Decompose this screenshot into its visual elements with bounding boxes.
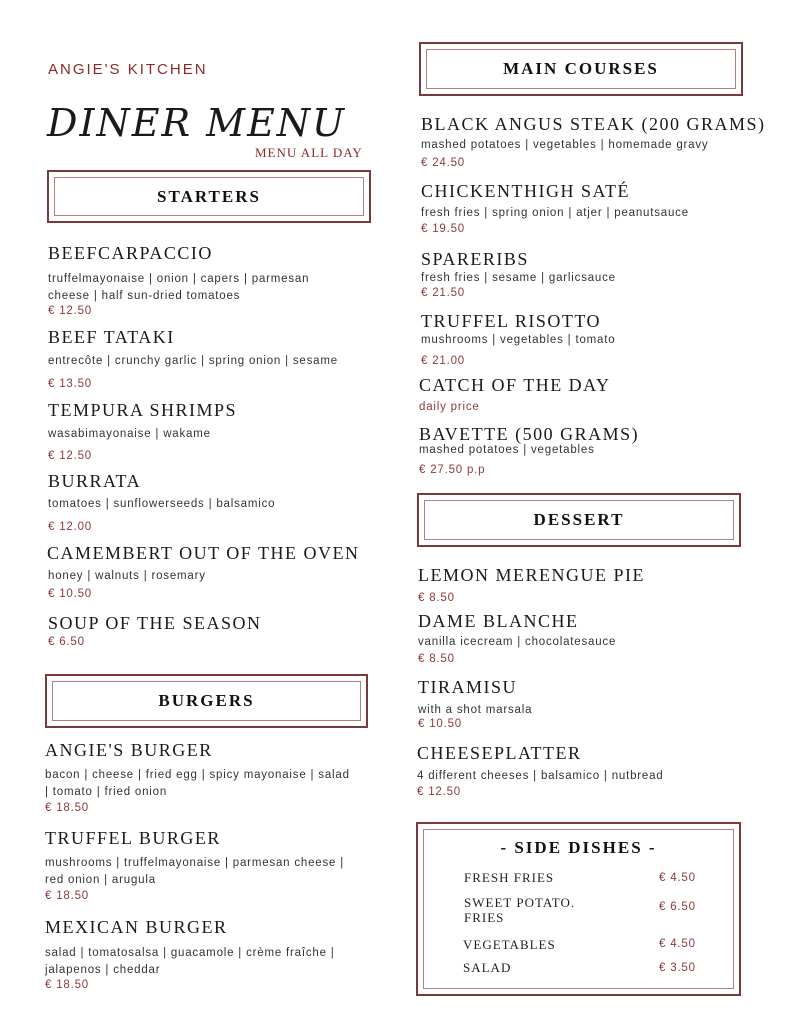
menu-item-description: tomatoes | sunflowerseeds | balsamico [48,498,276,510]
menu-item-price: € 27.50 p.p [419,464,486,476]
menu-item-price: € 10.50 [48,588,92,600]
main-courses-heading: MAIN COURSES [503,59,659,78]
side-dish-name: FRESH FRIES [464,870,555,885]
starters-heading-box [47,170,371,223]
menu-item-price: € 12.50 [417,786,461,798]
menu-item-description: salad | tomatosalsa | guacamole | crème fraîche | jalapenos | cheddar [45,947,335,976]
menu-item-price: € 6.50 [48,636,85,648]
menu-item-name: LEMON MERENGUE PIE [418,565,645,585]
menu-item-description: fresh fries | spring onion | atjer | peanutsauce [421,207,689,219]
main-courses-heading-box [419,42,743,96]
menu-item-description: mushrooms | vegetables | tomato [421,334,616,346]
menu-item-name: TRUFFEL RISOTTO [421,311,602,331]
menu-item-price: € 19.50 [421,223,465,235]
menu-item-price: € 12.50 [48,450,92,462]
menu-item-price: € 18.50 [45,890,89,902]
menu-item-name: BEEF TATAKI [48,327,175,347]
menu-item-price: € 12.50 [48,305,92,317]
side-dish-price: € 4.50 [659,872,696,884]
menu-item-name: CHICKENTHIGH SATÉ [421,181,630,201]
menu-item-price: € 13.50 [48,378,92,390]
menu-item-name: MEXICAN BURGER [45,917,228,937]
menu-item-name: BAVETTE (500 GRAMS) [419,424,640,444]
menu-item-description: honey | walnuts | rosemary [48,570,206,582]
burgers-heading-box [45,674,368,728]
menu-item-name: SOUP OF THE SEASON [48,613,262,633]
menu-item-name: DAME BLANCHE [418,611,579,631]
menu-item-name: CAMEMBERT OUT OF THE OVEN [47,543,360,563]
menu-item-description: mashed potatoes | vegetables [419,444,595,456]
side-dishes-heading: - SIDE DISHES - [500,838,657,857]
side-dish-price: € 3.50 [659,962,696,974]
side-dish-name: SWEET POTATO. FRIES [464,895,576,925]
side-dish-price: € 4.50 [659,938,696,950]
menu-item-description: with a shot marsala [418,704,533,716]
menu-item-price: € 21.50 [421,287,465,299]
menu-item-name: BEEFCARPACCIO [48,243,213,263]
side-dish-price: € 6.50 [659,901,696,913]
menu-item-name: TEMPURA SHRIMPS [48,400,238,420]
dessert-heading-box [417,493,741,547]
menu-item-price: daily price [419,401,480,413]
menu-item-price: € 24.50 [421,157,465,169]
menu-item-description: bacon | cheese | fried egg | spicy mayonaise | salad | tomato | fried onion [45,769,350,798]
menu-item-name: TRUFFEL BURGER [45,828,221,848]
menu-item-description: entrecôte | crunchy garlic | spring onion | sesame [48,355,338,367]
menu-item-description: fresh fries | sesame | garlicsauce [421,272,616,284]
menu-item-name: SPARERIBS [421,249,529,269]
menu-item-description: vanilla icecream | chocolatesauce [418,636,617,648]
menu-item-price: € 8.50 [418,653,455,665]
menu-item-price: € 21.00 [421,355,465,367]
menu-item-description: truffelmayonaise | onion | capers | parmesan cheese | half sun-dried tomatoes [48,273,310,302]
menu-item-price: € 18.50 [45,979,89,991]
dessert-heading: DESSERT [533,510,625,529]
starters-heading: STARTERS [157,186,261,206]
menu-item-name: ANGIE'S BURGER [45,740,213,760]
menu-item-price: € 18.50 [45,802,89,814]
menu-item-description: mashed potatoes | vegetables | homemade gravy [421,139,709,151]
side-dish-name: SALAD [463,960,512,975]
side-dish-name: VEGETABLES [463,937,556,952]
page-title: DINER MENU [47,101,347,145]
burgers-heading: BURGERS [158,691,255,710]
menu-item-name: CHEESEPLATTER [417,743,582,763]
menu-item-price: € 10.50 [418,718,462,730]
brand-name: ANGIE'S KITCHEN [48,61,208,78]
menu-item-description: mushrooms | truffelmayonaise | parmesan cheese | red onion | arugula [45,857,344,886]
menu-item-price: € 12.00 [48,521,92,533]
menu-item-description: wasabimayonaise | wakame [48,428,211,440]
menu-item-description: 4 different cheeses | balsamico | nutbread [417,770,664,782]
menu-item-price: € 8.50 [418,592,455,604]
menu-item-name: BURRATA [48,471,142,491]
menu-item-name: BLACK ANGUS STEAK (200 GRAMS) [421,114,766,134]
menu-item-name: TIRAMISU [418,677,518,697]
page-subtitle: MENU ALL DAY [255,145,363,160]
menu-item-name: CATCH OF THE DAY [419,375,611,395]
